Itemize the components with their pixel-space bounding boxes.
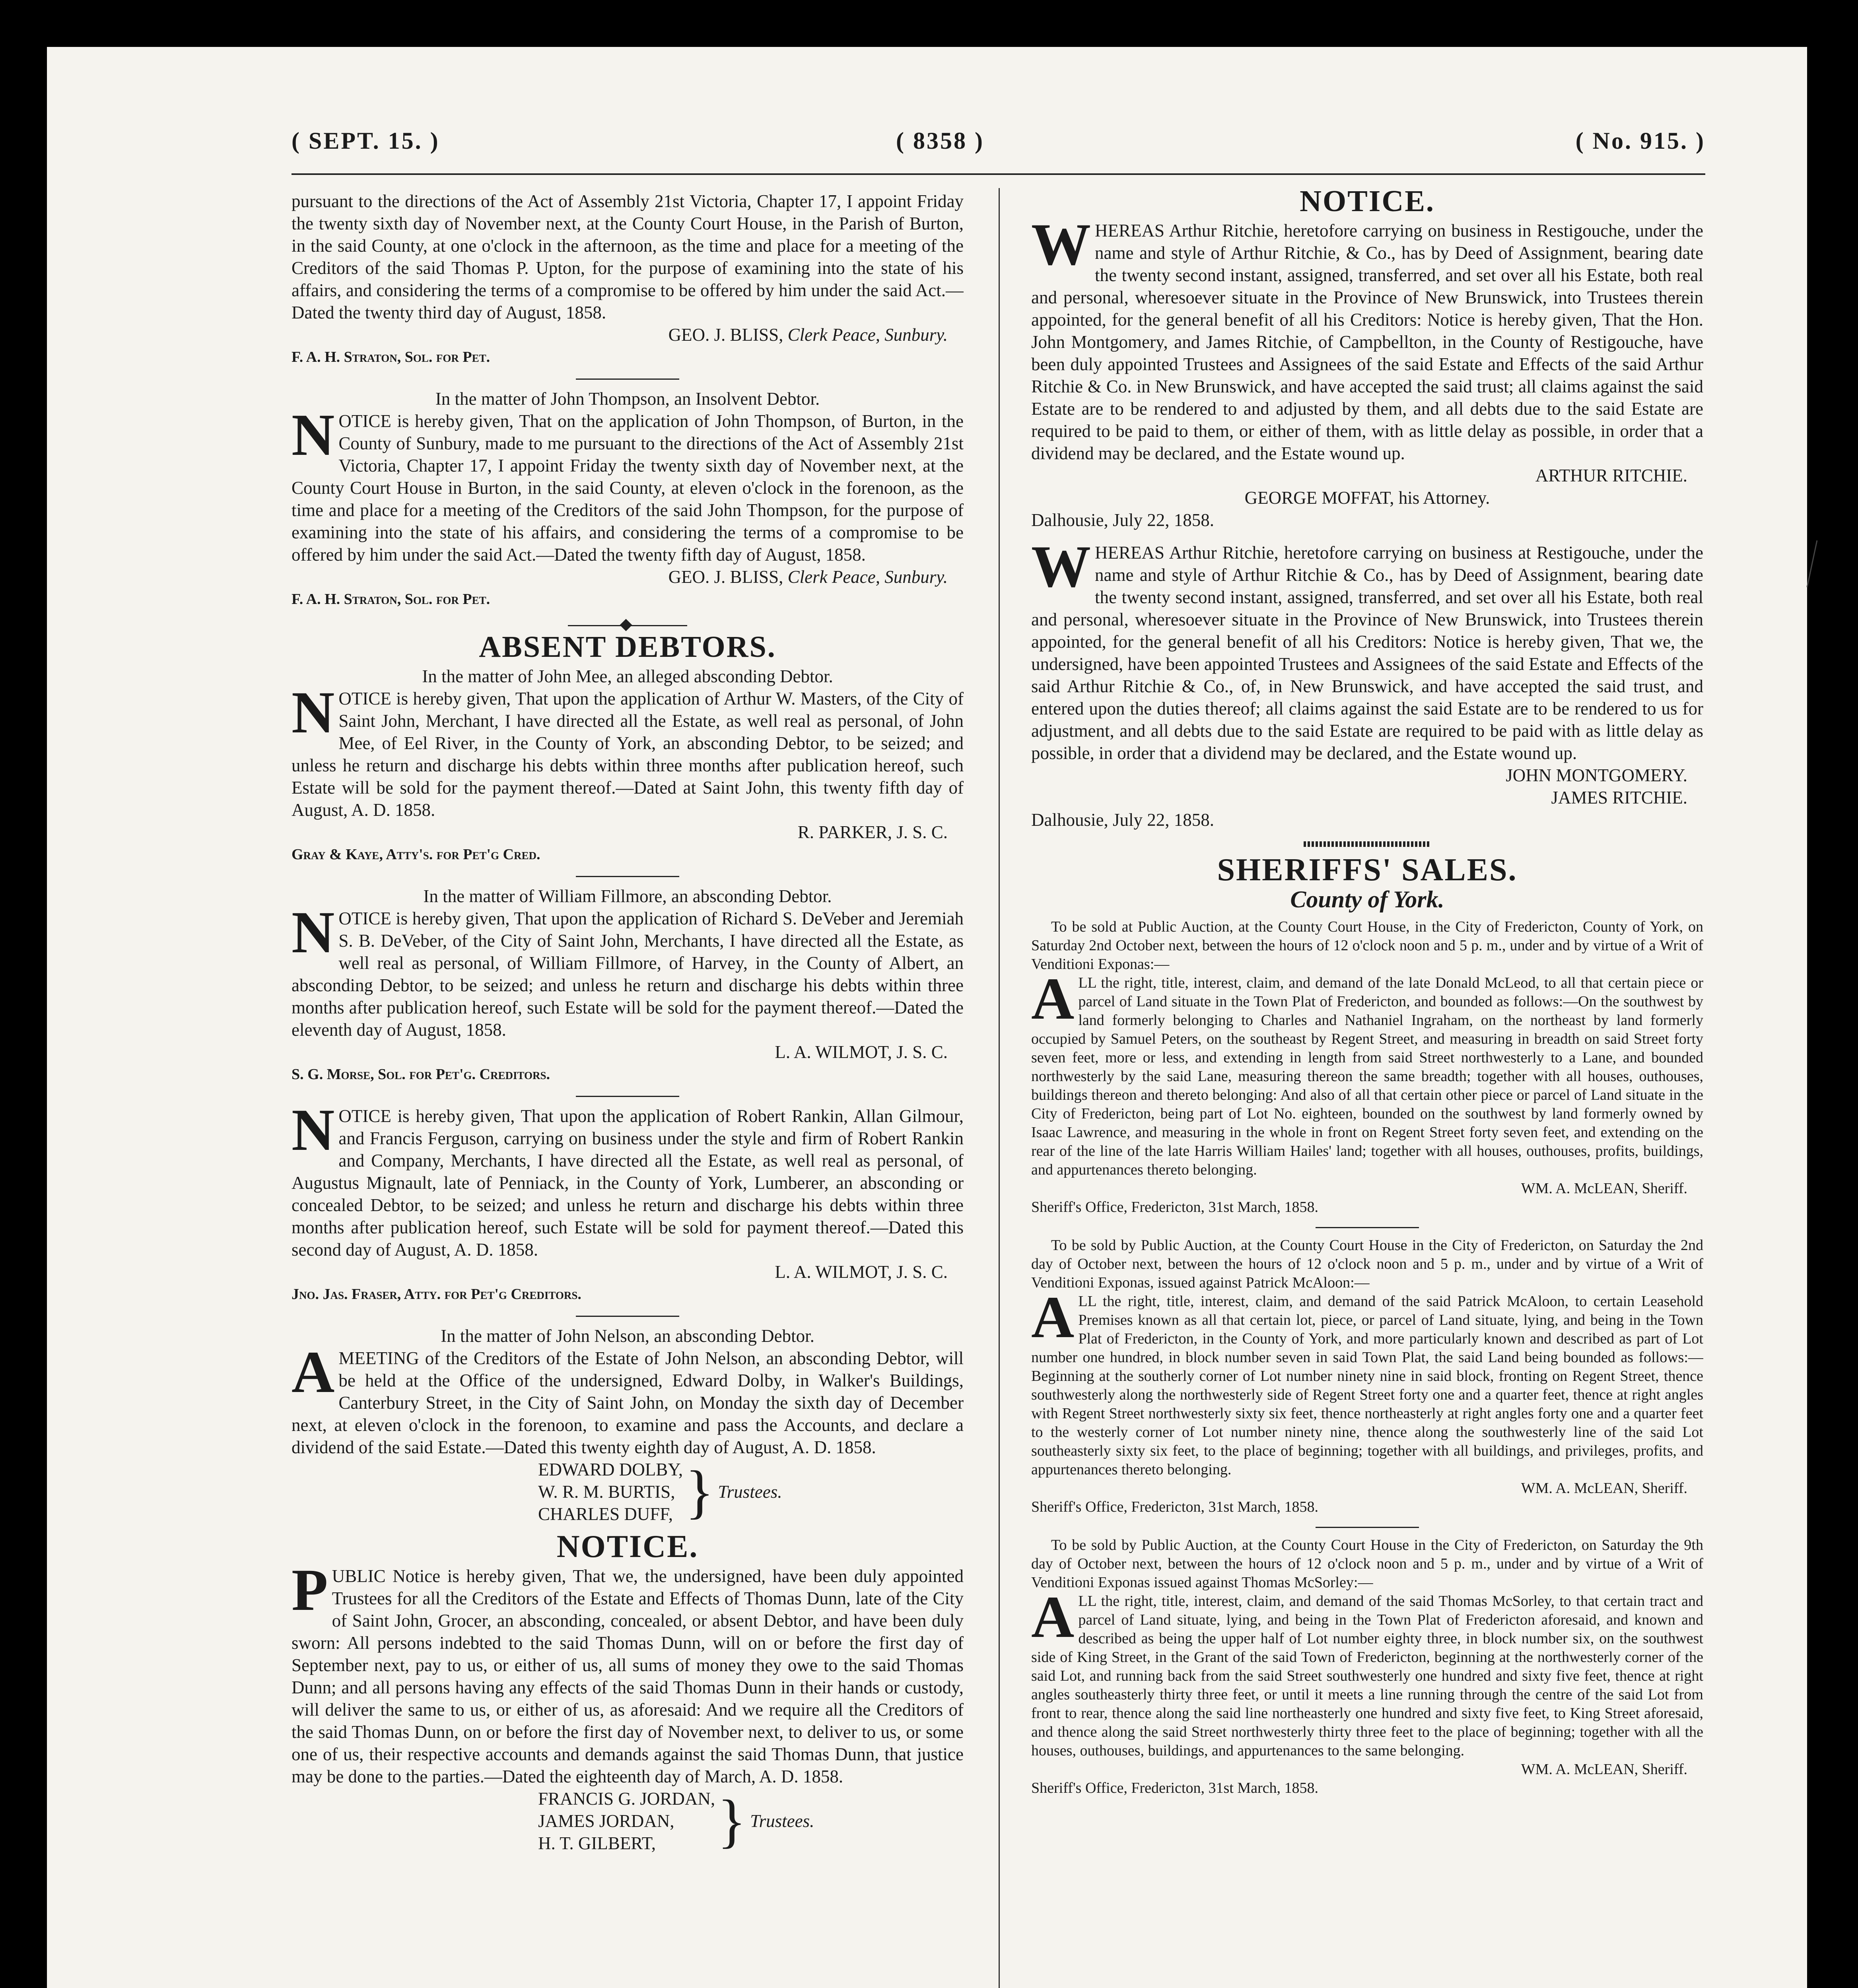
sale-office: Sheriff's Office, Fredericton, 31st March, 1858. <box>1031 1199 1318 1215</box>
sale-intro: To be sold by Public Auction, at the County Court House in the City of Fredericton, on Saturday the 9th day of October next, between the hours of 12 o'clock noon and 5 p. m., under and by virtue of a Writ of Venditioni Exponas issued against Thomas McSorley:— <box>1031 1537 1703 1591</box>
divider-rule <box>576 1316 679 1317</box>
drop-cap: A <box>1031 1584 1075 1650</box>
sale-office: Sheriff's Office, Fredericton, 31st March, 1858. <box>1031 1499 1318 1515</box>
sale-signature: WM. A. McLEAN, Sheriff. <box>1521 1180 1687 1197</box>
notice-solicitor: Jno. Jas. Fraser, Atty. for Pet'g Creditors. <box>292 1286 581 1303</box>
trustee-name: EDWARD DOLBY, <box>538 1460 683 1479</box>
notice-mee <box>292 665 964 866</box>
notice-body: WHEREAS Arthur Ritchie, heretofore carrying on business in Restigouche, under the name and style of Arthur Ritchie, & Co., has by Deed of Assignment, bearing date the twenty second instant, assigned, transferred, and set over all his Estate, both real and personal, wheresoever situate in the Province of New Brunswick, into Trustees therein appointed, for the general benefit of all his Creditors: Notice is hereby given, That the Hon. John Montgomery, and James Ritchie, of Campbellton, in the County of Restigouche, have been duly appointed Trustees and Assignees of the said Estate and Effects of the said Arthur Ritchie & Co. in New Brunswick, and have accepted the said trust; all claims against the said Estate are to be rendered to and adjusted by them, and all debts due to the said Estate are required to be paid to them, or either of them, with as little delay as possible, in order that a dividend may be declared, and the Estate wound up. <box>1031 212 1703 463</box>
notice-mignault <box>292 1097 964 1305</box>
notice-solicitor: Gray & Kaye, Atty's. for Pet'g Cred. <box>292 846 540 863</box>
notice-body: WHEREAS Arthur Ritchie, heretofore carrying on business at Restigouche, under the name and style of Arthur Ritchie & Co., has by Deed of Assignment, bearing date the twenty second instant, assigned, transferred, and set over all his Estate, both real and personal, wheresoever situate in the Province of New Brunswick, into Trustees therein appointed, for the general benefit of all his Creditors: Notice is hereby given, That we, the undersigned, have been appointed Trustees and Assignees of the said Estate and Effects of the said Arthur Ritchie & Co., of, in New Brunswick, and have accepted the said trust, and entered upon the duties thereof; all claims against the said Estate are to be rendered to us for adjustment, and all debts due to the said Estate are required to be paid with as little delay as possible, in order that a dividend may be declared, and the Estate wound up. <box>1031 534 1703 763</box>
section-heading-sheriffs-sales: SHERIFFS' SALES. <box>1217 852 1518 887</box>
trustees-label: Trustees. <box>718 1482 782 1502</box>
notice-title: In the matter of John Mee, an alleged absconding Debtor. <box>422 666 833 686</box>
notice-signature: L. A. WILMOT, J. S. C. <box>775 1042 948 1062</box>
sale-body: ALL the right, title, interest, claim, and demand of the late Donald McLeod, to all that certain piece or parcel of Land situate in the Town Plat of Fredericton, and bounded as follows:—On the southwest by land formerly belonging to Charles and Nathaniel Ingraham, on the northeast by land formerly occupied by Samuel Peters, on the southeast by Regent Street, and measuring in breadth on said Street forty seven feet, more or less, and extending in length from said Street northwesterly to a Lane, and bounded northwesterly by the said Lane, measuring thereon the same breadth; together with all houses, outhouses, buildings thereon and thereto belonging: And also of all that certain other piece or parcel of Land situate in the City of Fredericton, being part of Lot No. eighteen, bounded on the southwest by land formerly owned by Isaac Lawrence, and measuring in the whole in front on Regent Street forty seven feet, and extending on the rear of the line of the late Harris William Hailes' land; together with all houses, outhouses, profits, buildings, and appurtenances thereto belonging. <box>1031 966 1703 1178</box>
drop-cap: P <box>292 1557 328 1623</box>
county-subheading: County of York. <box>1290 886 1444 912</box>
notice-body: NOTICE is hereby given, That upon the application of Arthur W. Masters, of the City of Saint John, Merchant, I have directed all the Estate, as well real as personal, of John Mee, of Eel River, in the County of York, an absconding Debtor, to be seized; and unless he return and discharge his debts within three months after publication hereof, such Estate will be sold for the payment thereof.—Dated at Saint John, this twenty fifth day of August, A. D. 1858. <box>292 679 964 820</box>
sale-office: Sheriff's Office, Fredericton, 31st March, 1858. <box>1031 1780 1318 1796</box>
notice-solicitor: F. A. H. Straton, Sol. for Pet. <box>292 349 490 365</box>
section-heading-notice: NOTICE. <box>556 1529 699 1564</box>
notice-nelson <box>292 1325 964 1525</box>
trustee-names <box>538 1458 683 1525</box>
drop-cap: A <box>292 1339 335 1405</box>
sale-mcaloon <box>1031 1236 1703 1516</box>
column-divider <box>999 188 1000 1988</box>
notice-body: NOTICE is hereby given, That upon the application of Richard S. DeVeber and Jeremiah S. B. DeVeber, of the City of Saint John, Merchants, I have directed all the Estate, as well real as personal, of William Fillmore, of Harvey, in the County of Albert, an absconding Debtor, to be seized; and unless he return and discharge his debts within three months after publication hereof, such Estate will be sold for the payment thereof.—Dated the eleventh day of August, 1858. <box>292 899 964 1040</box>
trustee-names <box>538 1788 715 1854</box>
drop-cap: N <box>292 679 335 746</box>
notice-body: NOTICE is hereby given, That on the application of John Thompson, of Burton, in the County of Sunbury, made to me pursuant to the directions of the Act of Assembly 21st Victoria, Chapter 17, I appoint Friday the twenty sixth day of November next, at the County Court House in Burton, in the said County, at eleven o'clock in the forenoon, as the time and place for a meeting of the Creditors of the said John Thompson, for the purpose of examining into the state of his affairs, and considering the terms of a compromise to be offered by him under the said Act.—Dated the twenty fifth day of August, 1858. <box>292 402 964 565</box>
notice-date: Dalhousie, July 22, 1858. <box>1031 810 1214 830</box>
notice-ritchie-1 <box>1031 212 1703 531</box>
trustees-signature <box>292 1788 964 1854</box>
notice-ritchie-2 <box>1031 534 1703 831</box>
notice-title: In the matter of John Thompson, an Insolvent Debtor. <box>435 389 820 409</box>
notice-body: pursuant to the directions of the Act of Assembly 21st Victoria, Chapter 17, I appoint Friday the twenty sixth day of November next, at the County Court House, in the Parish of Burton, in the said County, at one o'clock in the afternoon, as the time and place for a meeting of the Creditors of the said Thomas P. Upton, for the purpose of examining into the state of his affairs, and considering the terms of a compromise to be offered by him under the said Act.—Dated the twenty third day of August, 1858. <box>292 191 964 322</box>
notice-signature: L. A. WILMOT, J. S. C. <box>775 1262 948 1282</box>
trustee-name: FRANCIS G. JORDAN, <box>538 1789 715 1809</box>
trustees-signature <box>292 1458 964 1525</box>
drop-cap: A <box>1031 1284 1075 1350</box>
left-column <box>292 190 964 1988</box>
trustee-name: CHARLES DUFF, <box>538 1504 673 1524</box>
notice-thompson <box>292 388 964 610</box>
right-column <box>1031 190 1703 1988</box>
sale-signature: WM. A. McLEAN, Sheriff. <box>1521 1480 1687 1497</box>
notice-dunn <box>292 1557 964 1854</box>
margin-mark <box>1807 540 1818 587</box>
notice-body: PUBLIC Notice is hereby given, That we, the undersigned, have been duly appointed Trustees for all the Creditors of the Estate and Effects of Thomas Dunn, late of the City of Saint John, Grocer, an absconding, concealed, or absent Debtor, and have been duly sworn: All persons indebted to the said Thomas Dunn, will on or before the first day of September next, pay to us, or either of us, all sums of money they owe to the said Thomas Dunn; and all persons having any effects of the said Thomas Dunn in their hands or custody, will deliver the same to us, or either of us, as aforesaid: And we require all the Creditors of the said Thomas Dunn, on or before the first day of November next, to deliver to us, or some one of us, their respective accounts and demands against the said Thomas Dunn, that justice may be done to the parties.—Dated the eighteenth day of March, A. D. 1858. <box>292 1557 964 1786</box>
gazette-page <box>292 122 1705 1988</box>
drop-cap: W <box>1031 534 1091 600</box>
header-rule <box>292 173 1705 175</box>
sale-mcsorley <box>1031 1536 1703 1798</box>
notice-solicitor: F. A. H. Straton, Sol. for Pet. <box>292 591 490 608</box>
ornament-divider <box>568 621 687 630</box>
notice-body: AMEETING of the Creditors of the Estate of John Nelson, an absconding Debtor, will be held at the Office of the undersigned, Edward Dolby, in Walker's Buildings, Canterbury Street, in the City of Saint John, on Monday the sixth day of December next, at eleven o'clock in the forenoon, to examine and pass the Accounts, and declare a dividend of the said Estate.—Dated this twenty eighth day of August, A. D. 1858. <box>292 1339 964 1457</box>
trustee-name: W. R. M. BURTIS, <box>538 1482 675 1502</box>
notice-attorney: GEORGE MOFFAT, his Attorney. <box>1244 488 1490 508</box>
newspaper-sheet <box>47 47 1807 1988</box>
section-heading-absent-debtors: ABSENT DEBTORS. <box>479 630 776 664</box>
divider-rule <box>1316 1227 1419 1228</box>
sale-intro: To be sold by Public Auction, at the County Court House in the City of Fredericton, on Saturday the 2nd day of October next, between the hours of 12 o'clock noon and 5 p. m., under and by virtue of a Writ of Venditioni Exponas, issued against Patrick McAloon:— <box>1031 1237 1703 1291</box>
ornament-bar <box>1304 841 1431 847</box>
notice-signature: R. PARKER, J. S. C. <box>797 822 948 842</box>
header-date: ( SEPT. 15. ) <box>292 128 440 154</box>
notice-date: Dalhousie, July 22, 1858. <box>1031 510 1214 530</box>
trustees-label: Trustees. <box>750 1811 814 1831</box>
notice-solicitor: S. G. Morse, Sol. for Pet'g. Creditors. <box>292 1066 550 1083</box>
brace-glyph: } <box>685 1459 714 1525</box>
notice-signature: JAMES RITCHIE. <box>1551 788 1687 808</box>
brace-glyph: } <box>717 1788 746 1854</box>
sale-body: ALL the right, title, interest, claim, and demand of the said Thomas McSorley, to that certain tract and parcel of Land situate, lying, and being in the Town Plat of Fredericton aforesaid, and known and described as being the upper half of Lot number eighty three, in block number six, on the southwest side of King Street, in the Grant of the said Town of Fredericton, beginning at the northwesterly corner of the said Lot, and running back from the said Street southwesterly one hundred and sixty five feet, thence at right angles southeasterly thirty three feet, or until it meets a line running through the centre of the said Lot from front to rear, thence along the said line northeasterly one hundred and sixty five feet, to King Street aforesaid, and thence along the said Street northwesterly thirty three feet to the place of beginning; together with all the houses, outhouses, buildings, and appurtenances to the same belonging. <box>1031 1584 1703 1759</box>
page-header <box>292 122 1705 166</box>
divider-rule <box>576 379 679 380</box>
divider-rule <box>576 876 679 877</box>
divider-rule <box>1316 1527 1419 1528</box>
drop-cap: N <box>292 402 335 468</box>
drop-cap: W <box>1031 212 1091 278</box>
header-page-number: ( 8358 ) <box>896 128 984 154</box>
section-heading-notice: NOTICE. <box>1300 190 1435 218</box>
notice-title: In the matter of John Nelson, an absconding Debtor. <box>441 1326 814 1346</box>
drop-cap: N <box>292 899 335 965</box>
sale-body: ALL the right, title, interest, claim, and demand of the said Patrick McAloon, to certain Leasehold Premises known as all that certain lot, piece, or parcel of Land situate, lying, and being in the Town Plat of Fredericton, in the County of York, and more particularly known and described as part of Lot number one hundred, in block number seven in said Town Plat, the said Land being bounded as follows:—Beginning at the southerly corner of Lot number ninety nine in said block, fronting on Regent Street, thence southwesterly along the northwesterly side of Regent Street forty one and a quarter feet, thence at right angles with Regent Street northwesterly sixty six feet, thence northeasterly at right angles forty one and a quarter feet to the westerly corner of Lot number ninety nine, thence along the southwesterly line of the said Lot southeasterly sixty six feet, to the place of beginning; together with all buildings, and privileges, profits, and appurtenances thereto belonging. <box>1031 1284 1703 1478</box>
sale-mcleod <box>1031 918 1703 1217</box>
notice-signature: GEO. J. BLISS, Clerk Peace, Sunbury. <box>668 325 948 345</box>
trustee-name: H. T. GILBERT, <box>538 1833 656 1853</box>
sale-intro: To be sold at Public Auction, at the County Court House, in the City of Fredericton, County of York, on Saturday 2nd October next, between the hours of 12 o'clock noon and 5 p. m., under and by virtue of a Writ of Venditioni Exponas:— <box>1031 918 1703 973</box>
drop-cap: A <box>1031 966 1075 1032</box>
notice-title: In the matter of William Fillmore, an absconding Debtor. <box>423 886 832 906</box>
trustee-name: JAMES JORDAN, <box>538 1811 674 1831</box>
notice-signature: ARTHUR RITCHIE. <box>1535 466 1687 485</box>
notice-body: NOTICE is hereby given, That upon the application of Robert Rankin, Allan Gilmour, and Francis Ferguson, carrying on business under the style and firm of Robert Rankin and Company, Merchants, I have directed all the Estate, as well real as personal, of Augustus Mignault, late of Penniack, in the County of York, Lumberer, an absconding or concealed Debtor, to be seized; and unless he return and discharge his debts within three months after publication hereof, such Estate will be sold for payment thereof.—Dated this second day of August, A. D. 1858. <box>292 1097 964 1260</box>
notice-upton <box>292 190 964 368</box>
notice-fillmore <box>292 885 964 1085</box>
sale-signature: WM. A. McLEAN, Sheriff. <box>1521 1761 1687 1778</box>
divider-rule <box>576 1096 679 1097</box>
notice-signature: GEO. J. BLISS, Clerk Peace, Sunbury. <box>668 567 948 587</box>
drop-cap: N <box>292 1097 335 1163</box>
notice-signature: JOHN MONTGOMERY. <box>1506 765 1687 785</box>
header-issue-number: ( No. 915. ) <box>1575 128 1705 154</box>
